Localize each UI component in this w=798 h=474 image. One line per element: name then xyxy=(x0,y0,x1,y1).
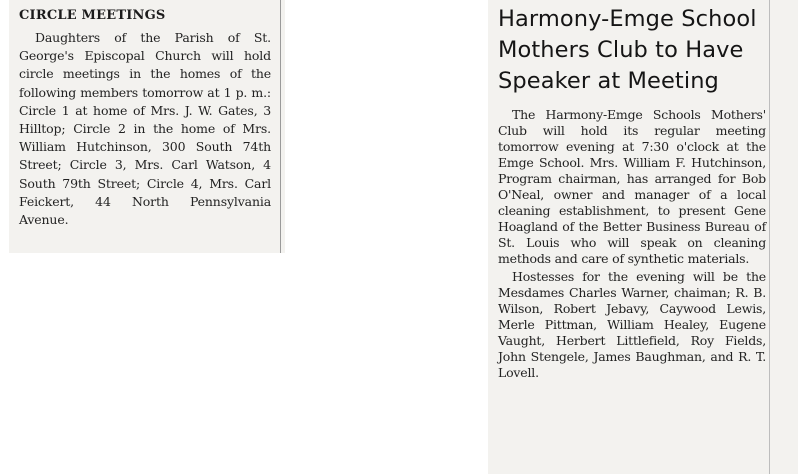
column-rule xyxy=(769,0,770,474)
article-paragraph-2: Hostesses for the evening will be the Mesdames Charles Warner, chaiman; R. B. Wilson, Robert Jebavy, Caywood Lewis, Merle Pittman, William Healey, Eugene Vaught, Herbert Littlefield, Roy Fields, John Stengele, James Baughman, and R. T. Lovell. xyxy=(498,269,766,380)
article-body: Daughters of the Parish of St. George's Episcopal Church will hold circle meetings in the homes of the following members tomorrow at 1 p. m.: Circle 1 at home of Mrs. J. W. Gates, 3 Hilltop; Circle 2 in the home of Mrs. William Hutchinson, 300 South 74th Street; Circle 3, Mrs. Carl Watson, 4 South 79th Street; Circle 4, Mrs. Carl Feickert, 44 North Pennsylvania Avenue. xyxy=(19,30,271,228)
circle-meetings-clipping xyxy=(9,0,285,253)
mothers-club-clipping xyxy=(488,0,798,474)
article-heading: CIRCLE MEETINGS xyxy=(19,8,166,23)
article-headline: Harmony-Emge School Mothers Club to Have Speaker at Meeting xyxy=(498,6,757,94)
column-rule xyxy=(280,0,281,253)
article-paragraph-1: The Harmony-Emge Schools Mothers' Club will hold its regular meeting tomorrow evening at 7:30 o'clock at the Emge School. Mrs. William F. Hutchinson, Program chairman, has arranged for Bob O'Neal, owner and manager of a local cleaning establishment, to present Gene Hoagland of the Better Business Bureau of St. Louis who will speak on cleaning methods and care of synthetic materials. xyxy=(498,107,766,266)
